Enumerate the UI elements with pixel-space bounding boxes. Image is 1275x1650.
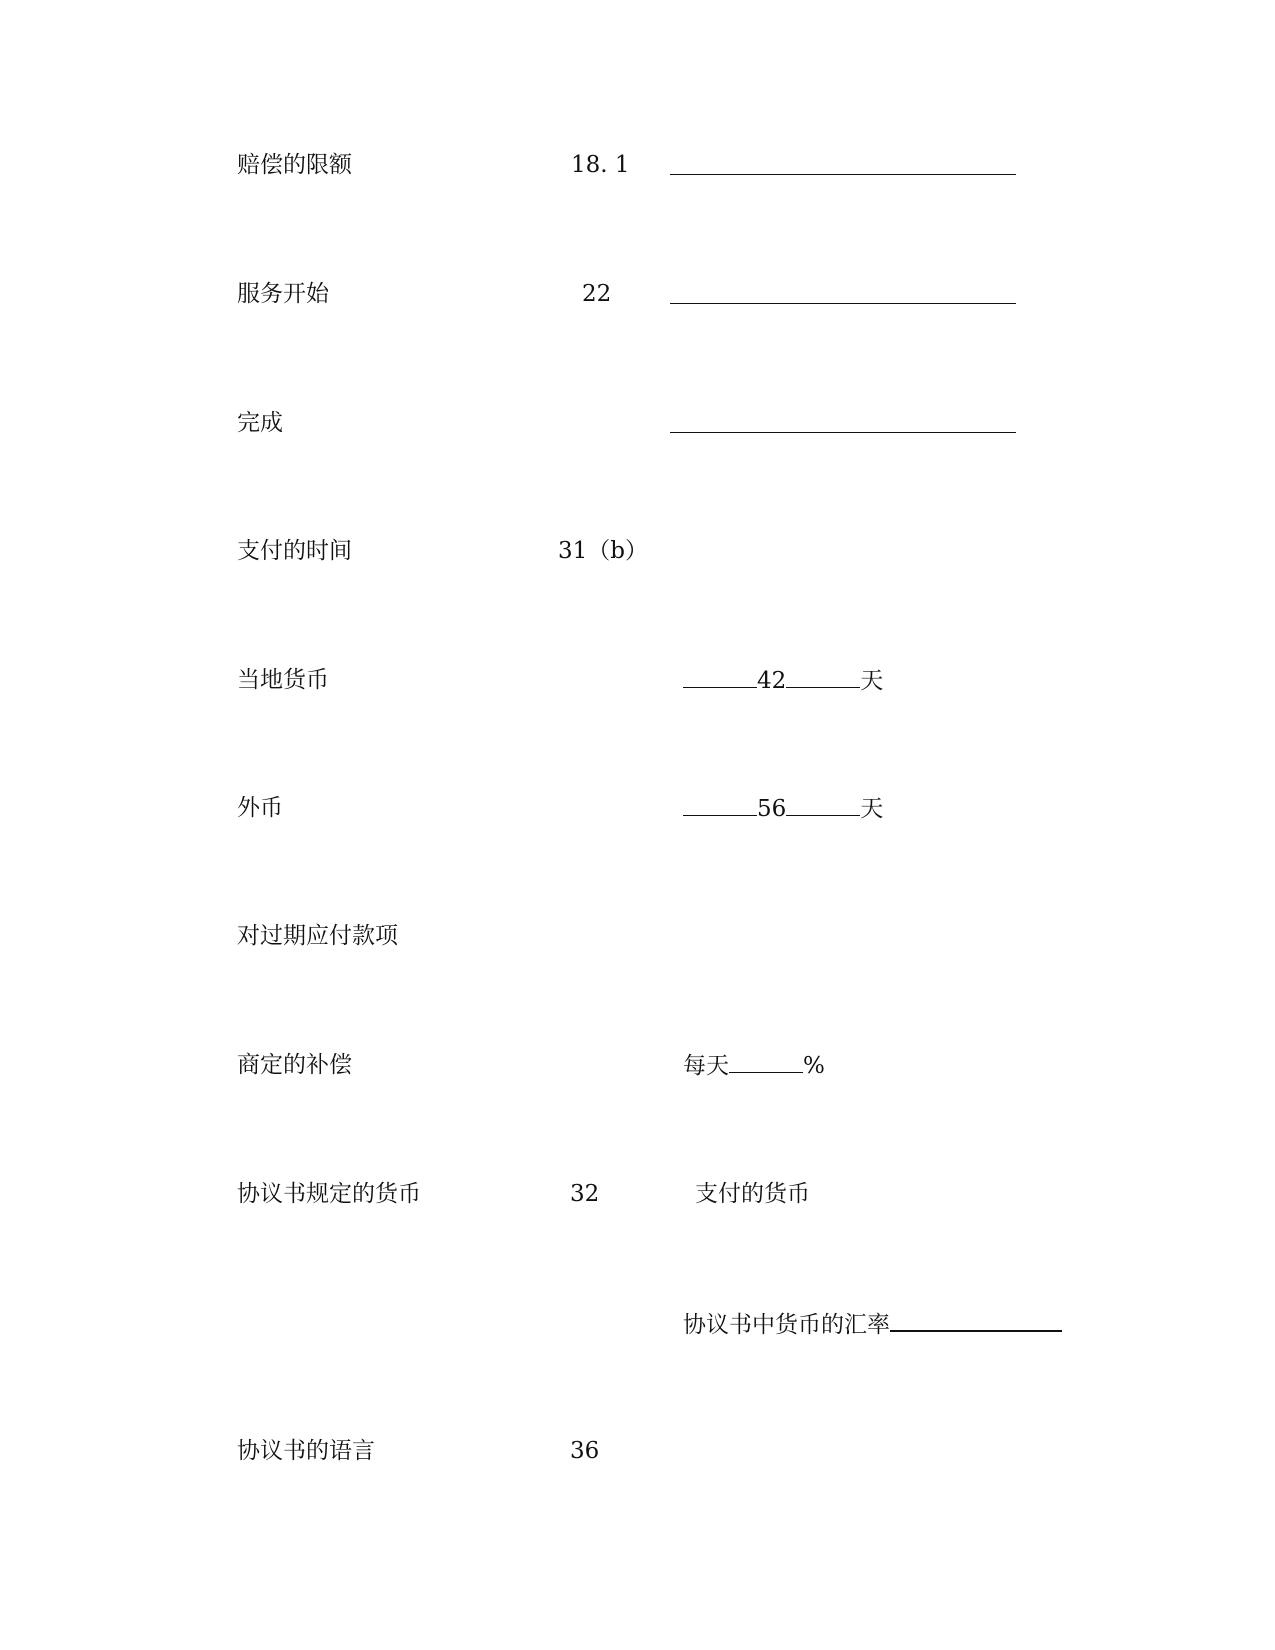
blank-field[interactable]	[683, 793, 757, 816]
local-currency-days	[683, 665, 883, 696]
exchange-rate-label: 协议书中货币的汇率	[683, 1312, 890, 1338]
label-completion: 完成	[237, 410, 283, 436]
label-local-currency: 当地货币	[237, 667, 329, 693]
blank-field[interactable]	[670, 432, 1016, 433]
days-unit: 天	[860, 668, 884, 694]
blank-field[interactable]	[670, 174, 1016, 175]
percent-sign: %	[803, 1053, 825, 1079]
clause-number: 32	[570, 1181, 600, 1207]
blank-field[interactable]	[670, 303, 1016, 304]
label-service-start: 服务开始	[237, 281, 329, 307]
label-contract-language: 协议书的语言	[237, 1438, 375, 1464]
blank-field[interactable]	[786, 665, 860, 688]
blank-field[interactable]	[890, 1308, 1062, 1332]
label-foreign-currency: 外币	[237, 795, 283, 821]
blank-field[interactable]	[786, 793, 860, 816]
days-value: 56	[757, 796, 787, 822]
label-agreed-compensation: 商定的补偿	[237, 1052, 352, 1078]
label-overdue-payments: 对过期应付款项	[237, 923, 398, 949]
blank-field[interactable]	[683, 665, 757, 688]
days-value: 42	[757, 668, 787, 694]
per-day-label: 每天	[683, 1053, 729, 1079]
clause-number: 31（b）	[558, 538, 648, 564]
clause-number: 36	[570, 1438, 600, 1464]
exchange-rate	[683, 1308, 1062, 1340]
daily-rate	[683, 1050, 825, 1081]
clause-number: 22	[582, 281, 612, 307]
blank-field[interactable]	[729, 1050, 803, 1073]
clause-number: 18. 1	[571, 152, 630, 178]
label-limit-of-compensation: 赔偿的限额	[237, 152, 352, 178]
days-unit: 天	[860, 796, 884, 822]
payment-currency-label: 支付的货币	[695, 1181, 810, 1207]
label-contract-currency: 协议书规定的货币	[237, 1181, 421, 1207]
foreign-currency-days	[683, 793, 883, 824]
label-payment-time: 支付的时间	[237, 538, 352, 564]
